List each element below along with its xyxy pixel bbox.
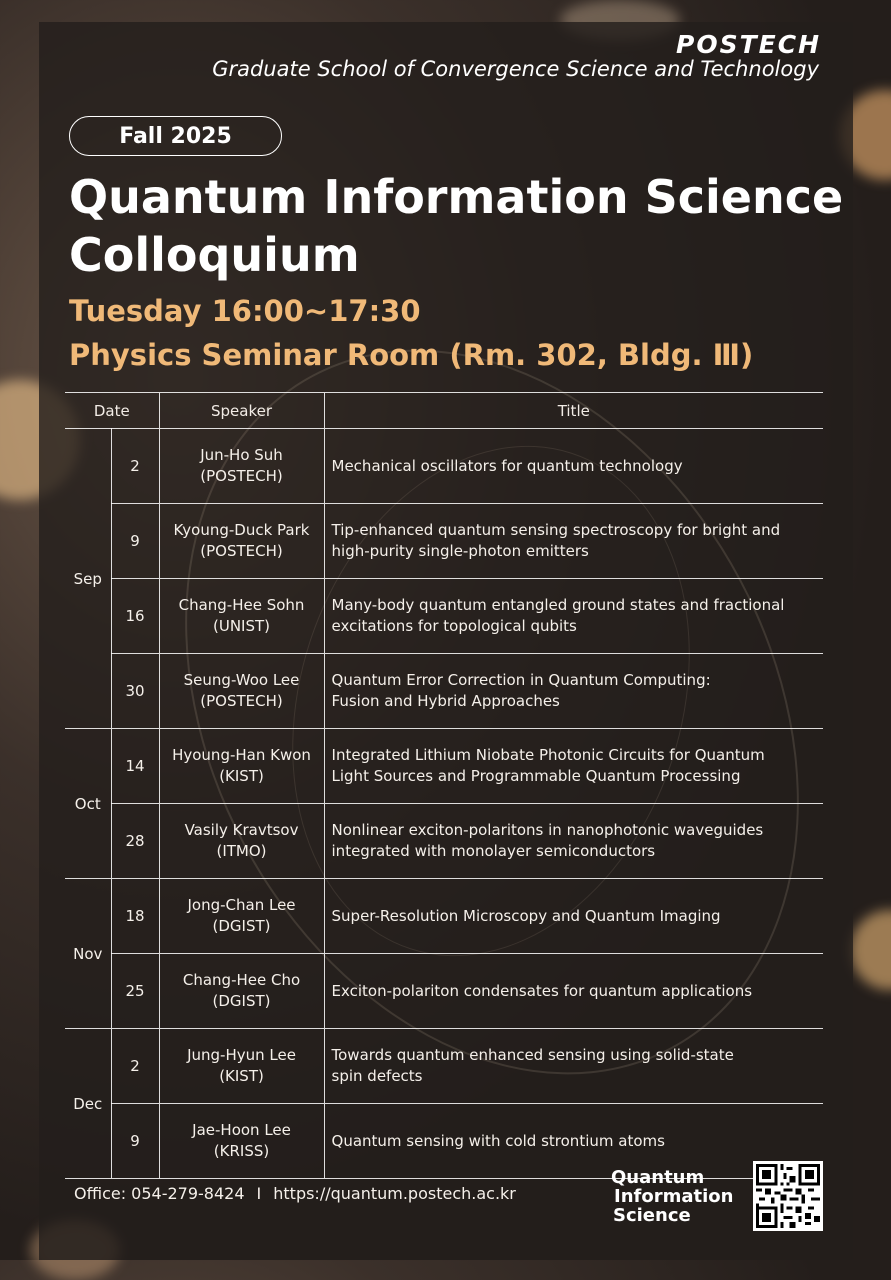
program-name-line-1: Quantum (611, 1167, 705, 1188)
talk-title: Integrated Lithium Niobate Photonic Circuits for Quantum (331, 746, 765, 764)
column-header-title: Title (324, 393, 823, 429)
day-cell: 9 (111, 1104, 159, 1179)
speaker-cell (159, 1029, 324, 1104)
column-header-date: Date (65, 393, 159, 429)
speaker-cell (159, 1104, 324, 1179)
title-cell (324, 954, 823, 1029)
column-header-speaker: Speaker (159, 393, 324, 429)
talk-title: Nonlinear exciton-polaritons in nanophotonic waveguides (331, 821, 764, 839)
day-cell: 18 (111, 879, 159, 954)
talk-title-cont: excitations for topological qubits (331, 617, 577, 635)
speaker-affiliation: (POSTECH) (200, 542, 283, 560)
website-link[interactable]: https://quantum.postech.ac.kr (273, 1184, 516, 1203)
table-header-row (65, 393, 823, 429)
talk-title: Quantum sensing with cold strontium atoms (331, 1131, 665, 1150)
speaker-cell (159, 954, 324, 1029)
talk-title: Exciton-polariton condensates for quantum applications (331, 981, 753, 1000)
title-cell (324, 429, 823, 504)
month-cell: Sep (65, 429, 111, 729)
page-title (69, 168, 849, 284)
month-cell: Oct (65, 729, 111, 879)
program-name (611, 1168, 733, 1225)
speaker-affiliation: (KIST) (219, 1067, 264, 1085)
talk-title-cont: high-purity single-photon emitters (331, 542, 589, 560)
speaker-cell (159, 654, 324, 729)
table-row (65, 954, 823, 1029)
office-phone: Office: 054-279-8424 (74, 1184, 245, 1203)
day-cell: 16 (111, 579, 159, 654)
footer-contact (74, 1184, 516, 1203)
table-row (65, 579, 823, 654)
title-line-2: Colloquium (69, 228, 360, 282)
talk-title-cont: spin defects (331, 1067, 423, 1085)
speaker-affiliation: (POSTECH) (200, 692, 283, 710)
speaker-name: Kyoung-Duck Park (173, 521, 310, 539)
day-cell: 28 (111, 804, 159, 879)
day-cell: 14 (111, 729, 159, 804)
title-cell (324, 504, 823, 579)
speaker-name: Chang-Hee Cho (182, 971, 301, 989)
talk-title: Towards quantum enhanced sensing using solid-state (331, 1046, 734, 1064)
speaker-name: Jung-Hyun Lee (187, 1046, 296, 1064)
speaker-name: Jong-Chan Lee (187, 896, 296, 914)
table-row (65, 504, 823, 579)
speaker-affiliation: (DGIST) (212, 992, 271, 1010)
month-cell: Dec (65, 1029, 111, 1179)
speaker-affiliation: (ITMO) (216, 842, 267, 860)
speaker-name: Hyoung-Han Kwon (172, 746, 311, 764)
program-name-line-2: Information (614, 1186, 734, 1207)
session-room: Physics Seminar Room (Rm. 302, Bldg. Ⅲ) (69, 338, 754, 372)
postech-logo: POSTECH (676, 30, 821, 59)
speaker-name: Vasily Kravtsov (184, 821, 299, 839)
speaker-cell (159, 879, 324, 954)
talk-title: Tip-enhanced quantum sensing spectroscopy for bright and (331, 521, 781, 539)
talk-title: Mechanical oscillators for quantum technology (331, 456, 683, 475)
speaker-affiliation: (KRISS) (213, 1142, 270, 1160)
semester-badge: Fall 2025 (69, 116, 282, 156)
day-cell: 25 (111, 954, 159, 1029)
speaker-cell (159, 579, 324, 654)
talk-title: Super-Resolution Microscopy and Quantum Imaging (331, 906, 721, 925)
title-cell (324, 729, 823, 804)
talk-title: Many-body quantum entangled ground states and fractional (331, 596, 785, 614)
qr-code-icon[interactable] (753, 1161, 823, 1231)
table-row (65, 654, 823, 729)
speaker-name: Jae-Hoon Lee (192, 1121, 291, 1139)
table-row (65, 429, 823, 504)
speaker-name: Jun-Ho Suh (200, 446, 283, 464)
talk-title-cont: integrated with monolayer semiconductors (331, 842, 656, 860)
title-cell (324, 654, 823, 729)
talk-title-cont: Light Sources and Programmable Quantum Processing (331, 767, 741, 785)
speaker-affiliation: (POSTECH) (200, 467, 283, 485)
title-cell (324, 1104, 823, 1179)
table-row (65, 879, 823, 954)
day-cell: 9 (111, 504, 159, 579)
speaker-affiliation: (DGIST) (212, 917, 271, 935)
background-light (850, 910, 891, 990)
footer-separator: I (256, 1184, 262, 1203)
table-row (65, 804, 823, 879)
title-cell (324, 879, 823, 954)
session-time: Tuesday 16:00~17:30 (69, 294, 421, 328)
speaker-cell (159, 729, 324, 804)
speaker-name: Seung-Woo Lee (183, 671, 300, 689)
speaker-cell (159, 804, 324, 879)
day-cell: 30 (111, 654, 159, 729)
school-name: Graduate School of Convergence Science and Technology (212, 57, 819, 81)
month-cell: Nov (65, 879, 111, 1029)
title-cell (324, 804, 823, 879)
program-name-line-3: Science (613, 1205, 691, 1226)
title-cell (324, 1029, 823, 1104)
speaker-cell (159, 504, 324, 579)
table-row (65, 1029, 823, 1104)
speaker-affiliation: (UNIST) (213, 617, 271, 635)
speaker-cell (159, 429, 324, 504)
table-row (65, 729, 823, 804)
day-cell: 2 (111, 429, 159, 504)
talk-title-cont: Fusion and Hybrid Approaches (331, 692, 560, 710)
title-line-1: Quantum Information Science (69, 170, 844, 224)
schedule-table (65, 392, 823, 1179)
title-cell (324, 579, 823, 654)
day-cell: 2 (111, 1029, 159, 1104)
speaker-name: Chang-Hee Sohn (178, 596, 305, 614)
talk-title: Quantum Error Correction in Quantum Computing: (331, 671, 711, 689)
speaker-affiliation: (KIST) (219, 767, 264, 785)
